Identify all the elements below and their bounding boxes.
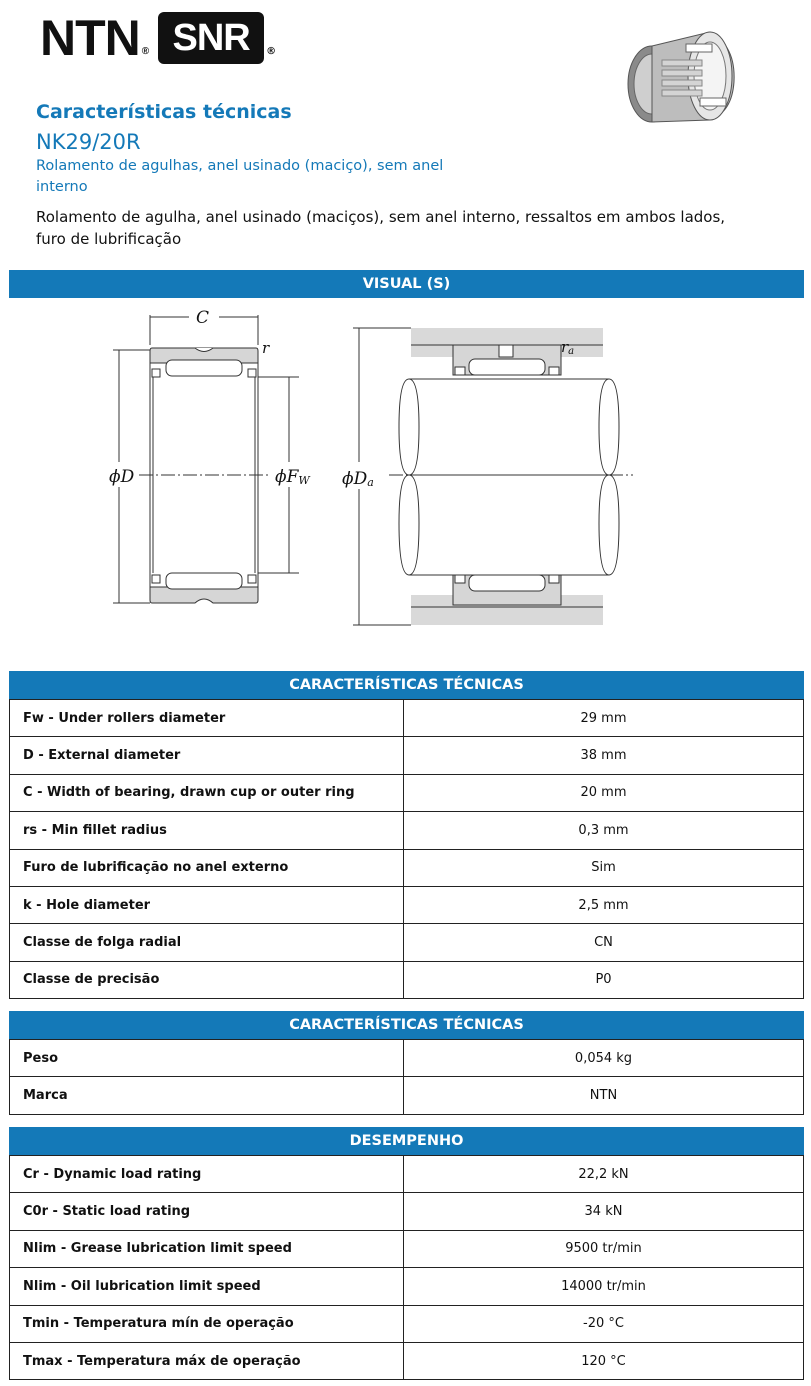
spec-key: k - Hole diameter bbox=[10, 886, 404, 923]
table-row bbox=[10, 1040, 804, 1077]
table-row bbox=[10, 961, 804, 998]
table-row bbox=[10, 924, 804, 961]
spec-key: rs - Min fillet radius bbox=[10, 812, 404, 849]
brand-logos bbox=[40, 12, 276, 64]
spec-key: Nlim - Grease lubrication limit speed bbox=[10, 1230, 404, 1267]
spec-key: D - External diameter bbox=[10, 737, 404, 774]
spec-value: -20 °C bbox=[404, 1305, 804, 1342]
product-description: Rolamento de agulha, anel usinado (maciços), sem anel interno, ressaltos em ambos lados, furo de lubrificação bbox=[36, 208, 726, 248]
spec-value: 38 mm bbox=[404, 737, 804, 774]
table-row bbox=[10, 1268, 804, 1305]
spec-key: Cr - Dynamic load rating bbox=[10, 1156, 404, 1193]
product-subtitle: Rolamento de agulhas, anel usinado (maciço), sem anel interno bbox=[36, 158, 444, 195]
label-fw: ϕFW bbox=[275, 467, 310, 487]
table-row bbox=[10, 886, 804, 923]
spec-value: 120 °C bbox=[404, 1342, 804, 1379]
product-reference: NK29/20R bbox=[36, 130, 141, 154]
spec-value: 34 kN bbox=[404, 1193, 804, 1230]
spec-key: Marca bbox=[10, 1077, 404, 1114]
table-row bbox=[10, 1230, 804, 1267]
label-da: ϕDa bbox=[342, 469, 374, 489]
spec-value: P0 bbox=[404, 961, 804, 998]
spec-value: NTN bbox=[404, 1077, 804, 1114]
spec-key: Furo de lubrificação no anel externo bbox=[10, 849, 404, 886]
bearing-section-view bbox=[109, 308, 311, 603]
snr-registered-mark: ® bbox=[266, 46, 277, 57]
spec-key: Tmax - Temperatura máx de operação bbox=[10, 1342, 404, 1379]
snr-logo bbox=[158, 12, 276, 64]
table-row bbox=[10, 1193, 804, 1230]
label-d: ϕD bbox=[109, 467, 135, 487]
performance-table bbox=[9, 1155, 804, 1380]
ntn-logo bbox=[40, 10, 149, 66]
label-c: C bbox=[196, 308, 210, 328]
label-r: r bbox=[262, 339, 270, 357]
table-row bbox=[10, 1342, 804, 1379]
tech-characteristics-table bbox=[9, 699, 804, 999]
performance-section-header: DESEMPENHO bbox=[9, 1127, 804, 1155]
spec-value: 14000 tr/min bbox=[404, 1268, 804, 1305]
spec-key: Classe de precisão bbox=[10, 961, 404, 998]
mounted-bearing-view bbox=[342, 328, 633, 625]
spec-value: 0,3 mm bbox=[404, 812, 804, 849]
spec-key: C - Width of bearing, drawn cup or outer ring bbox=[10, 774, 404, 811]
table-row bbox=[10, 774, 804, 811]
snr-logo-text: SNR bbox=[158, 12, 264, 64]
ntn-registered-mark: ® bbox=[141, 46, 149, 57]
ntn-logo-text: NTN bbox=[40, 10, 140, 66]
bearing-product-image bbox=[622, 26, 748, 126]
title-section bbox=[36, 98, 496, 198]
tech-section-header: CARACTERÍSTICAS TÉCNICAS bbox=[9, 671, 804, 699]
spec-value: 2,5 mm bbox=[404, 886, 804, 923]
spec-key: Classe de folga radial bbox=[10, 924, 404, 961]
table-row bbox=[10, 1156, 804, 1193]
spec-key: Tmin - Temperatura mín de operação bbox=[10, 1305, 404, 1342]
page-title: Características técnicas bbox=[36, 101, 292, 123]
tech-characteristics-table-2 bbox=[9, 1039, 804, 1115]
spec-value: 20 mm bbox=[404, 774, 804, 811]
spec-key: C0r - Static load rating bbox=[10, 1193, 404, 1230]
table-row bbox=[10, 1077, 804, 1114]
spec-key: Peso bbox=[10, 1040, 404, 1077]
label-ra: ra bbox=[561, 338, 575, 357]
spec-key: Fw - Under rollers diameter bbox=[10, 700, 404, 737]
spec-value: CN bbox=[404, 924, 804, 961]
spec-value: Sim bbox=[404, 849, 804, 886]
table-row bbox=[10, 737, 804, 774]
technical-drawing bbox=[9, 297, 804, 657]
table-row bbox=[10, 812, 804, 849]
spec-value: 29 mm bbox=[404, 700, 804, 737]
table-row bbox=[10, 849, 804, 886]
spec-key: Nlim - Oil lubrication limit speed bbox=[10, 1268, 404, 1305]
table-row bbox=[10, 700, 804, 737]
spec-value: 9500 tr/min bbox=[404, 1230, 804, 1267]
table-row bbox=[10, 1305, 804, 1342]
spec-value: 0,054 kg bbox=[404, 1040, 804, 1077]
spec-value: 22,2 kN bbox=[404, 1156, 804, 1193]
tech-section-header-2: CARACTERÍSTICAS TÉCNICAS bbox=[9, 1011, 804, 1039]
visual-section-header: VISUAL (S) bbox=[9, 270, 804, 298]
